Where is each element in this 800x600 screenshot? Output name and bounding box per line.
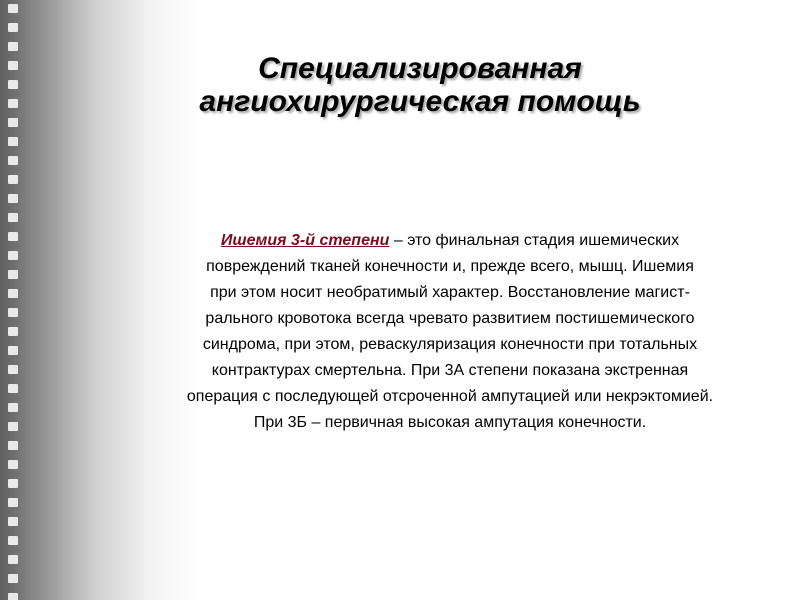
body-line-5: синдрома, при этом, реваскуляризация конечности при тотальных	[202, 336, 698, 353]
body-line-1-rest: – это финальная стадия ишемических	[389, 232, 680, 249]
film-strip-hole	[8, 213, 18, 222]
body-line-2: повреждений тканей конечности и, прежде всего, мышц. Ишемия	[206, 258, 694, 275]
film-strip-hole	[8, 156, 18, 165]
film-strip-hole	[8, 479, 18, 488]
body-line-6: контрактурах смертельна. При 3А степени показана экстренная	[211, 362, 689, 379]
film-strip-hole	[8, 555, 18, 564]
slide-title-line-1: Специализированная	[258, 52, 582, 85]
film-strip-hole	[8, 23, 18, 32]
film-strip-hole	[8, 346, 18, 355]
highlighted-term: Ишемия 3-й степени	[220, 232, 390, 249]
body-line-8: При 3Б – первичная высокая ампутация конечности.	[253, 414, 647, 431]
film-strip-hole	[8, 384, 18, 393]
film-strip-hole	[8, 118, 18, 127]
film-strip-hole	[8, 422, 18, 431]
film-strip-hole	[8, 42, 18, 51]
film-strip-hole	[8, 403, 18, 412]
film-strip-hole	[8, 80, 18, 89]
film-strip-hole	[8, 270, 18, 279]
film-strip-decoration	[4, 0, 22, 600]
slide-body-text	[108, 228, 792, 436]
slide-title-line-2: ангиохирургическая помощь	[199, 85, 641, 118]
film-strip-hole	[8, 574, 18, 583]
film-strip-hole	[8, 175, 18, 184]
film-strip-hole	[8, 327, 18, 336]
film-strip-hole	[8, 99, 18, 108]
body-line-3: при этом носит необратимый характер. Восстановление магист-	[210, 284, 690, 301]
film-strip-hole	[8, 536, 18, 545]
film-strip-hole	[8, 460, 18, 469]
film-strip-hole	[8, 308, 18, 317]
film-strip-hole	[8, 232, 18, 241]
film-strip-hole	[8, 593, 18, 600]
film-strip-hole	[8, 365, 18, 374]
film-strip-hole	[8, 4, 18, 13]
film-strip-hole	[8, 194, 18, 203]
body-line-7: операция с последующей отсроченной ампутацией или некрэктомией.	[186, 388, 714, 405]
film-strip-hole	[8, 61, 18, 70]
film-strip-hole	[8, 517, 18, 526]
body-line-4: рального кровотока всегда чревато развитием постишемического	[205, 310, 695, 327]
film-strip-hole	[8, 289, 18, 298]
film-strip-hole	[8, 251, 18, 260]
film-strip-hole	[8, 137, 18, 146]
film-strip-hole	[8, 441, 18, 450]
slide-title	[100, 52, 740, 118]
body-line-1	[108, 228, 792, 254]
film-strip-hole	[8, 498, 18, 507]
